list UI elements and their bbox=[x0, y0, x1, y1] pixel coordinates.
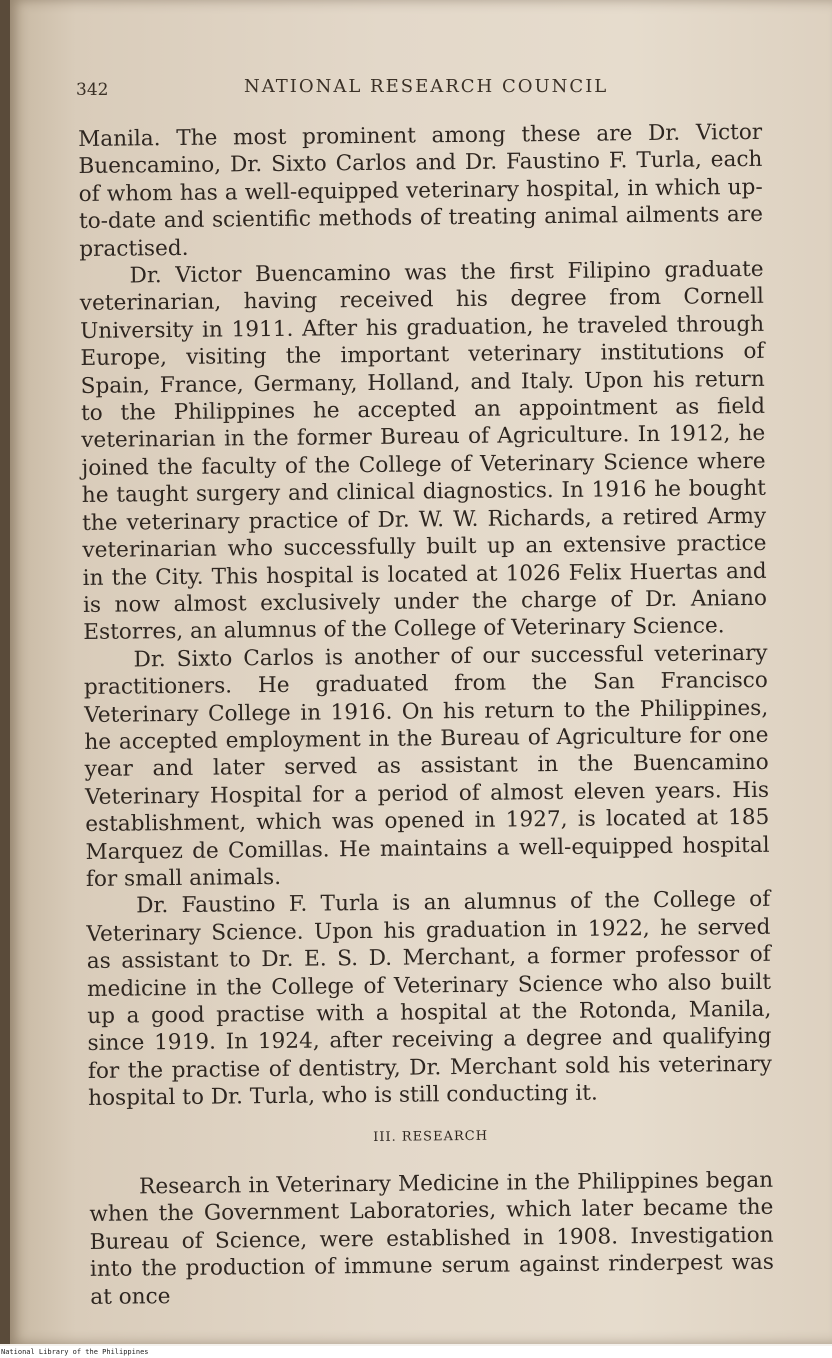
running-title: NATIONAL RESEARCH COUNCIL bbox=[244, 76, 609, 97]
paragraph-2: Dr. Victor Buencamino was the first Filipino graduate veterinarian, having received his degree from Cornell University in 1911. After his graduation, he traveled through Europe, visiting the important veterinary institutions of Spain, France, Germany, Holland, and Italy. Upon his return to the Philippines he accepted an appointment as field veterinarian in the former Bureau of Agriculture. In 1912, he joined the faculty of the College of Veterinary Science where he taught surgery and clinical diagnostics. In 1916 he bought the veterinary practice of Dr. W. W. Richards, a retired Army veterinarian who successfully built up an extensive practice in the City. This hospital is located at 1026 Felix Huertas and is now almost exclusively under the charge of Dr. Aniano Estorres, an alumnus of the College of Veterinary Science. bbox=[79, 256, 768, 646]
body-text bbox=[78, 119, 774, 1311]
library-credit: National Library of the Philippines bbox=[0, 1346, 832, 1358]
research-paragraph: Research in Veterinary Medicine in the Philippines began when the Government Laboratories, which later became the Bureau of Science, were established in 1908. Investigation into the production of immune serum against rinderpest was at once bbox=[89, 1167, 775, 1310]
section-heading: III. RESEARCH bbox=[373, 1128, 489, 1145]
paragraph-1: Manila. The most prominent among these are Dr. Victor Buencamino, Dr. Sixto Carlos and Dr. Faustino F. Turla, each of whom has a well-equipped veterinary hospital, in which up-to-date and scientific methods of treating animal ailments are practised. bbox=[78, 119, 764, 262]
page-number: 342 bbox=[76, 80, 109, 100]
page-header bbox=[76, 76, 766, 104]
paragraph-4: Dr. Faustino F. Turla is an alumnus of the College of Veterinary Science. Upon his graduation in 1922, he served as assistant to Dr. E. S. D. Merchant, a former professor of medicine in the College of Veterinary Science who also built up a good practise with a hospital at the Rotonda, Manila, since 1919. In 1924, after receiving a degree and qualifying for the practise of dentistry, Dr. Merchant sold his veterinary hospital to Dr. Turla, who is still conducting it. bbox=[86, 887, 772, 1112]
paragraph-3: Dr. Sixto Carlos is another of our successful veterinary practitioners. He graduated from the San Francisco Veterinary College in 1916. On his return to the Philippines, he accepted employment in the Bureau of Agriculture for one year and later served as assistant in the Buencamino Veterinary Hospital for a period of almost eleven years. His establishment, which was opened in 1927, is located at 185 Marquez de Comillas. He maintains a well-equipped hospital for small animals. bbox=[83, 640, 770, 892]
